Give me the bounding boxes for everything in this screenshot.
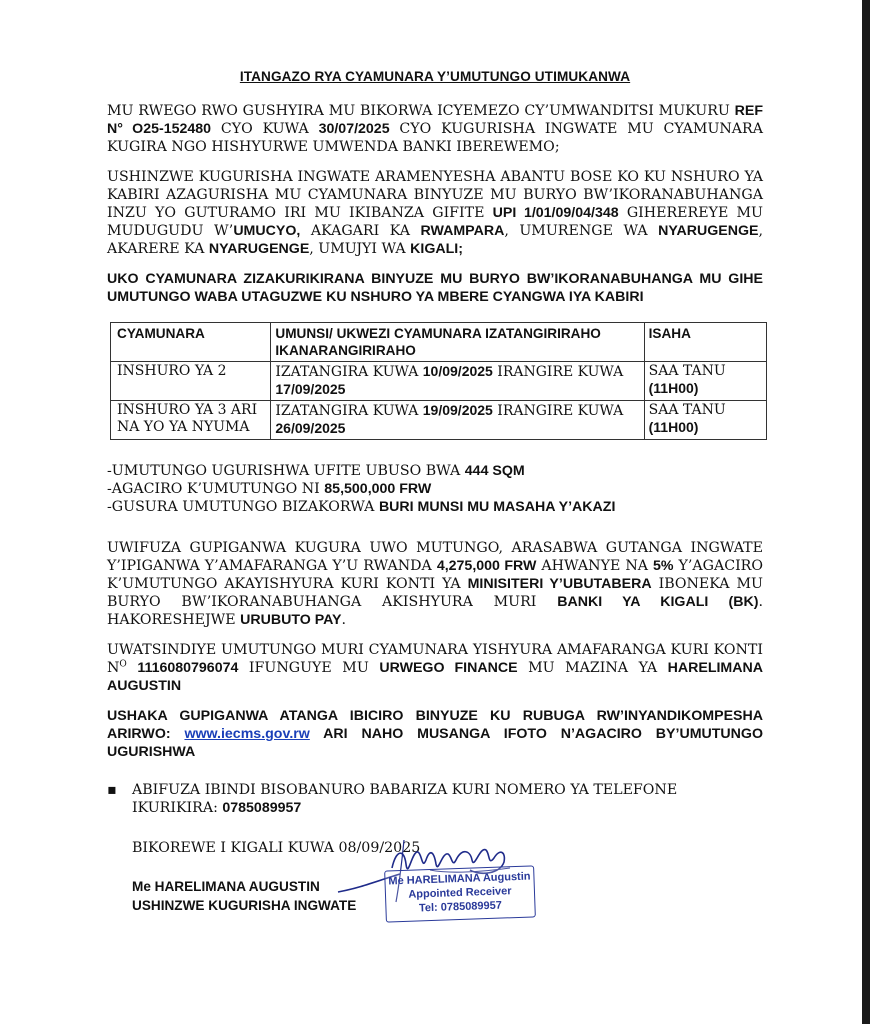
text: AKAGARI KA [300, 223, 421, 239]
round-cell: INSHURO YA 2 [111, 362, 271, 401]
table-row [111, 401, 767, 440]
reference-number: REF N° O25-152480 [107, 103, 763, 137]
column-header: UMUNSI/ UKWEZI CYAMUNARA IZATANGIRIRAHO IKANARANGIRIRAHO [271, 323, 644, 362]
finance-institution: URWEGO FINANCE [379, 660, 518, 676]
time-label: SAA TANU [648, 402, 726, 418]
paragraph-schedule-intro: UKO CYAMUNARA ZIZAKURIKIRANA BINYUZE MU BURYO BW’IKORANABUHANGA MU GIHE UMUTUNGO WABA UTAGUZWE KU NSHURO YA MBERE CYANGWA IYA KABIRI [107, 271, 763, 305]
notice-title: ITANGAZO RYA CYAMUNARA Y’UMUTUNGO UTIMUKANWA [239, 69, 631, 84]
bullet-icon: ▪ [107, 782, 117, 798]
text: IZATANGIRA KUWA [275, 403, 423, 419]
superscript: O [119, 659, 127, 670]
text: USHAKA GUPIGANWA ATANGA IBICIRO BINYUZE KU RUBUGA RW’INYANDIKOMPESHA ARIRWO: [107, 708, 763, 742]
table-row [111, 362, 767, 401]
deposit-percent: 5% [652, 558, 674, 574]
detail-line [107, 480, 763, 498]
text: , UMUJYI WA [309, 241, 411, 257]
village: UMUCYO, [233, 223, 301, 239]
stamp-line: Appointed Receiver [408, 885, 512, 901]
account-holder: HARELIMANA AUGUSTIN [107, 660, 763, 694]
paragraph-property [107, 168, 763, 258]
value-amount: 85,500,000 FRW [324, 481, 432, 497]
paragraph-intro [107, 102, 763, 156]
stamp-line: Me HARELIMANA Augustin [388, 870, 531, 888]
stamp-line: Tel: 0785089957 [418, 899, 503, 915]
text: IRANGIRE KUWA [492, 364, 624, 380]
paragraph-website [107, 707, 763, 761]
signer-role: USHINZWE KUGURISHA INGWATE [132, 898, 357, 913]
website-link[interactable]: www.iecms.gov.rw [184, 726, 310, 742]
text: MU MAZINA YA [517, 660, 668, 676]
text: CYO KUGURISHA INGWATE MU CYAMUNARA KUGIRA NGO HISHYURWE UMWENDA BANKI IBEREWEMO; [107, 121, 763, 155]
detail-line [107, 462, 763, 480]
time-cell [644, 362, 766, 401]
decision-date: 30/07/2025 [318, 121, 390, 137]
payment-platform: URUBUTO PAY [240, 612, 342, 628]
start-date: 10/09/2025 [422, 363, 493, 379]
official-stamp [384, 865, 536, 922]
time-value: (11H00) [648, 419, 699, 435]
time-label: SAA TANU [648, 363, 726, 379]
paragraph-deposit [107, 539, 763, 629]
sector: NYARUGENGE [658, 223, 759, 239]
column-header: CYAMUNARA [111, 323, 271, 362]
notice-body [107, 68, 763, 915]
account-number: 1116080796074 [137, 660, 239, 676]
signed-place-date: BIKOREWE I KIGALI KUWA 08/09/2025 [132, 840, 421, 856]
upi-number: UPI 1/01/09/04/348 [492, 205, 619, 221]
text: UWIFUZA GUPIGANWA KUGURA UWO MUTUNGO, ARASABWA GUTANGA INGWATE Y’IPIGANWA Y’AMAFARANGA Y’U RWANDA [107, 540, 763, 574]
round-cell: INSHURO YA 3 ARI NA YO YA NYUMA [111, 401, 271, 440]
area-value: 444 SQM [464, 463, 525, 479]
text: UWATSINDIYE UMUTUNGO MURI CYAMUNARA YISHYURA AMAFARANGA KURI KONTI N [107, 642, 763, 676]
text: MU RWEGO RWO GUSHYIRA MU BIKORWA ICYEMEZO CY’UMWANDITSI MUKURU [107, 103, 735, 119]
date-cell [271, 401, 644, 440]
end-date: 26/09/2025 [275, 420, 346, 436]
contact-bullet [107, 781, 763, 817]
text: GIHEREREYE MU MUDUGUDU W’ [107, 205, 763, 239]
auction-schedule-table [110, 322, 767, 440]
text: IRANGIRE KUWA [492, 403, 624, 419]
text: , AKARERE KA [107, 223, 763, 257]
text: CYO KUWA [211, 121, 319, 137]
time-value: (11H00) [648, 380, 699, 396]
time-cell [644, 401, 766, 440]
signer-name: Me HARELIMANA AUGUSTIN [132, 879, 320, 894]
text: AHWANYE NA [536, 558, 653, 574]
text: -AGACIRO K’UMUTUNGO NI [107, 481, 325, 497]
text: -UMUTUNGO UGURISHWA UFITE UBUSO BWA [107, 463, 465, 479]
phone-number: 0785089957 [222, 800, 302, 816]
bank-name: BANKI YA KIGALI (BK) [557, 594, 759, 610]
text: USHINZWE KUGURISHA INGWATE ARAMENYESHA ABANTU BOSE KO KU NSHURO YA KABIRI AZAGURISHA MU CYAMUNARA BINYUZE MU BURYO BW’IKORANABUHANGA INZU YO GUTURAMO IRI MU IKIBANZA GIFITE [107, 169, 763, 221]
district: NYARUGENGE [208, 241, 310, 257]
text: . HAKORESHEJWE [107, 594, 764, 628]
text: . [341, 612, 347, 628]
date-cell [271, 362, 644, 401]
start-date: 19/09/2025 [422, 402, 493, 418]
text: ABIFUZA IBINDI BISOBANURO BABARIZA KURI NOMERO YA TELEFONE IKURIKIRA: [132, 782, 678, 816]
text: , UMURENGE WA [504, 223, 659, 239]
property-details [107, 462, 763, 516]
visit-schedule: BURI MUNSI MU MASAHA Y’AKAZI [378, 499, 616, 515]
text: -GUSURA UMUTUNGO BIZAKORWA [107, 499, 379, 515]
text: ARI NAHO MUSANGA IFOTO N’AGACIRO BY’UMUTUNGO UGURISHWA [107, 726, 763, 760]
city: KIGALI; [410, 241, 463, 257]
paragraph-payment [107, 641, 763, 695]
deposit-amount: 4,275,000 FRW [436, 558, 537, 574]
detail-line [107, 498, 763, 516]
cell: RWAMPARA [420, 223, 505, 239]
text: Y’AGACIRO K’UMUTUNGO AKAYISHYURA KURI KONTI YA [107, 558, 763, 592]
end-date: 17/09/2025 [275, 381, 346, 397]
text: IFUNGUYE MU [238, 660, 380, 676]
text: IBONEKA MU BURYO BW’IKORANABUHANGA AKISHYURA MURI [107, 576, 764, 610]
ministry-name: MINISITERI Y’UBUTABERA [467, 576, 652, 592]
table-header-row [111, 323, 767, 362]
text: IZATANGIRA KUWA [275, 364, 423, 380]
column-header: ISAHA [644, 323, 766, 362]
